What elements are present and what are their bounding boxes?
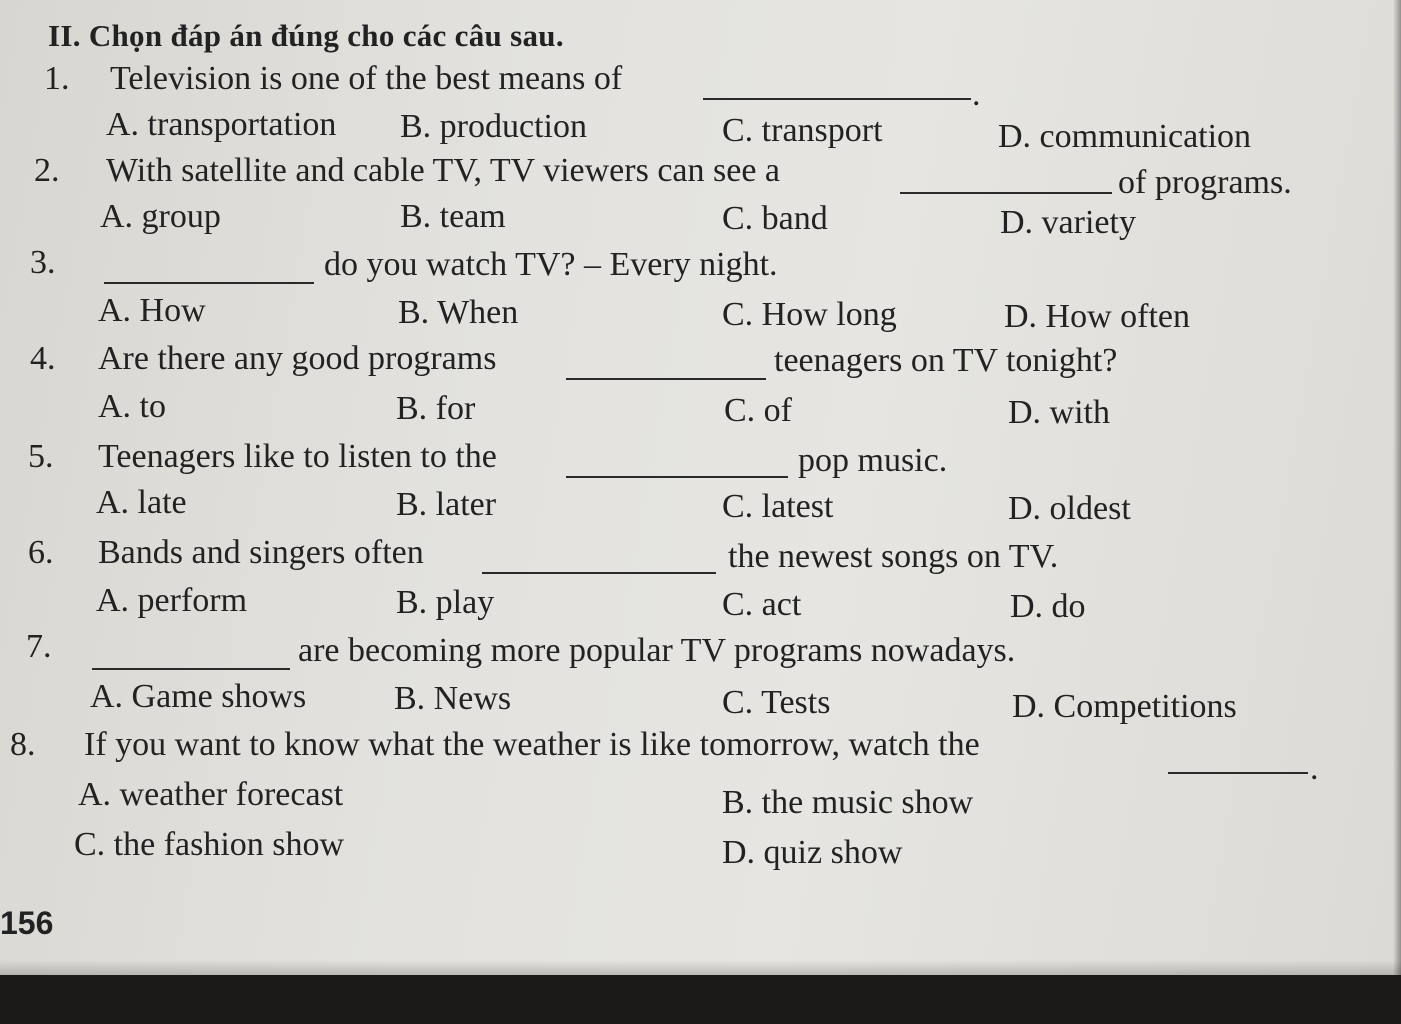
page-edge-shadow: [0, 960, 1401, 975]
answer-blank: [566, 378, 766, 380]
option-b: B. team: [400, 198, 506, 235]
question-text-after: teenagers on TV tonight?: [774, 342, 1118, 379]
option-c: C. transport: [722, 112, 883, 149]
question-text-after: pop music.: [798, 442, 948, 479]
question-text-before: If you want to know what the weather is like tomorrow, watch the: [84, 726, 980, 763]
option-c: C. band: [722, 200, 828, 237]
option-a: A. transportation: [106, 106, 337, 143]
option-b: B. News: [394, 680, 512, 717]
question-number: 5.: [28, 438, 54, 475]
option-d: D. How often: [1004, 298, 1191, 335]
option-d: D. oldest: [1008, 490, 1131, 527]
question-number: 6.: [28, 534, 54, 571]
option-a: A. Game shows: [90, 678, 307, 715]
section-heading: II. Chọn đáp án đúng cho các câu sau.: [48, 18, 564, 53]
option-a: A. to: [98, 388, 166, 425]
option-d: D. do: [1010, 588, 1086, 625]
option-a: A. How: [98, 292, 206, 329]
option-b: B. the music show: [722, 784, 974, 821]
option-b: B. production: [400, 108, 587, 145]
option-b: B. When: [398, 294, 519, 331]
option-a: A. weather forecast: [78, 776, 344, 813]
question-number: 2.: [34, 152, 60, 189]
option-d: D. Competitions: [1012, 688, 1237, 725]
option-d: D. communication: [998, 118, 1252, 155]
answer-blank: [900, 192, 1112, 194]
question-number: 3.: [30, 244, 56, 281]
option-c: C. act: [722, 586, 802, 623]
answer-blank: [482, 572, 716, 574]
question-text-after: of programs.: [1118, 164, 1292, 201]
question-text-before: Television is one of the best means of: [110, 60, 623, 97]
option-d: D. variety: [1000, 204, 1136, 241]
answer-blank: [104, 282, 314, 284]
option-c: C. How long: [722, 296, 897, 333]
question-text-after: .: [1310, 750, 1319, 787]
question-text-before: With satellite and cable TV, TV viewers can see a: [106, 152, 781, 189]
question-number: 1.: [44, 60, 70, 97]
page-number: 156: [0, 905, 54, 941]
option-d: D. with: [1008, 394, 1110, 431]
answer-blank: [703, 98, 971, 100]
question-number: 8.: [10, 726, 36, 763]
question-text-before: Bands and singers often: [98, 534, 424, 571]
question-number: 7.: [26, 628, 52, 665]
option-b: B. later: [396, 486, 497, 523]
question-text-after: .: [972, 76, 981, 113]
option-c: C. the fashion show: [74, 826, 345, 863]
question-text-after: are becoming more popular TV programs nowadays.: [298, 632, 1016, 669]
option-b: B. for: [396, 390, 476, 427]
option-a: A. perform: [96, 582, 248, 619]
option-c: C. of: [724, 392, 792, 429]
option-a: A. late: [96, 484, 187, 521]
answer-blank: [566, 476, 788, 478]
question-text-after: do you watch TV? – Every night.: [324, 246, 778, 283]
option-c: C. latest: [722, 488, 834, 525]
option-a: A. group: [100, 198, 221, 235]
question-number: 4.: [30, 340, 56, 377]
answer-blank: [1168, 772, 1308, 774]
question-text-before: Are there any good programs: [98, 340, 497, 377]
question-text-before: Teenagers like to listen to the: [98, 438, 497, 475]
question-text-after: the newest songs on TV.: [728, 538, 1059, 575]
answer-blank: [92, 668, 290, 670]
option-b: B. play: [396, 584, 495, 621]
option-d: D. quiz show: [722, 834, 903, 871]
option-c: C. Tests: [722, 684, 831, 721]
